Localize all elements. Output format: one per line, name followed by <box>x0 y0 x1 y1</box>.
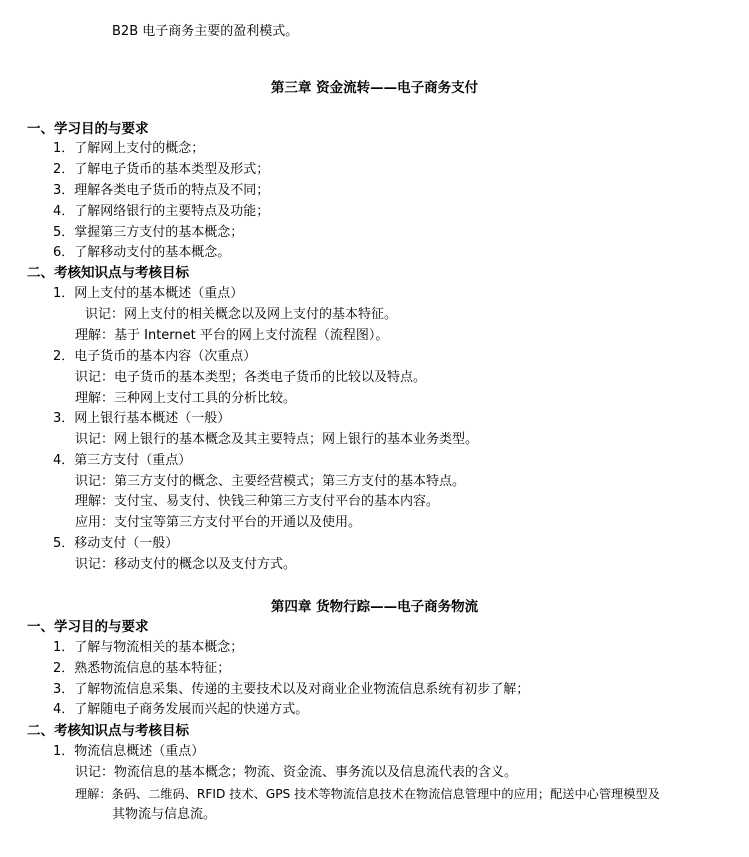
ch3-topic-1-title: 1．网上支付的基本概述（重点） <box>53 286 244 301</box>
ch3-topic-5-title: 5．移动支付（一般） <box>53 536 179 551</box>
ch4-topic-1-line-1: 识记：物流信息的基本概念；物流、资金流、事务流以及信息流代表的含义。 <box>75 765 518 780</box>
ch4-objective-3: 3．了解物流信息采集、传递的主要技术以及对商业企业物流信息系统有初步了解； <box>53 682 530 697</box>
ch3-topic-1-line-1: 识记：网上支付的相关概念以及网上支付的基本特征。 <box>85 307 398 322</box>
chapter4-section2-heading: 二、考核知识点与考核目标 <box>27 723 189 739</box>
ch3-topic-2-line-1: 识记：电子货币的基本类型；各类电子货币的比较以及特点。 <box>75 370 427 385</box>
chapter3-title: 第三章 资金流转——电子商务支付 <box>270 80 479 96</box>
chapter4-section1-heading: 一、学习目的与要求 <box>27 619 149 635</box>
intro-line: B2B 电子商务主要的盈利模式。 <box>112 24 299 39</box>
ch3-objective-2: 2．了解电子货币的基本类型及形式； <box>53 162 270 177</box>
ch3-objective-3: 3．理解各类电子货币的特点及不同； <box>53 183 270 198</box>
ch4-topic-1-line-2: 理解：条码、二维码、RFID 技术、GPS 技术等物流信息技术在物流信息管理中的应用；配送中心管理模型及 <box>75 787 660 801</box>
ch4-topic-1-title: 1．物流信息概述（重点） <box>53 744 205 759</box>
ch3-topic-4-line-2: 理解：支付宝、易支付、快钱三种第三方支付平台的基本内容。 <box>75 494 440 509</box>
ch4-objective-2: 2．熟悉物流信息的基本特征； <box>53 661 231 676</box>
ch3-topic-3-line-1: 识记：网上银行的基本概念及其主要特点；网上银行的基本业务类型。 <box>75 432 479 447</box>
ch3-objective-6: 6．了解移动支付的基本概念。 <box>53 245 231 260</box>
ch3-objective-5: 5．掌握第三方支付的基本概念； <box>53 225 244 240</box>
chapter3-section1-heading: 一、学习目的与要求 <box>27 121 149 137</box>
ch3-topic-4-title: 4．第三方支付（重点） <box>53 453 192 468</box>
ch3-topic-1-line-2: 理解：基于 Internet 平台的网上支付流程（流程图）。 <box>75 328 389 343</box>
ch4-topic-1-line-3: 其物流与信息流。 <box>112 807 217 822</box>
ch3-topic-2-title: 2．电子货币的基本内容（次重点） <box>53 349 257 364</box>
chapter3-section2-heading: 二、考核知识点与考核目标 <box>27 265 189 281</box>
ch4-objective-1: 1．了解与物流相关的基本概念； <box>53 640 244 655</box>
ch3-topic-2-line-2: 理解：三种网上支付工具的分析比较。 <box>75 391 297 406</box>
ch4-objective-4: 4．了解随电子商务发展而兴起的快递方式。 <box>53 702 309 717</box>
ch3-topic-5-line-1: 识记：移动支付的概念以及支付方式。 <box>75 557 297 572</box>
chapter4-title: 第四章 货物行踪——电子商务物流 <box>270 599 479 615</box>
ch3-topic-3-title: 3．网上银行基本概述（一般） <box>53 411 231 426</box>
ch3-objective-4: 4．了解网络银行的主要特点及功能； <box>53 204 270 219</box>
ch3-topic-4-line-3: 应用：支付宝等第三方支付平台的开通以及使用。 <box>75 515 362 530</box>
ch3-topic-4-line-1: 识记：第三方支付的概念、主要经营模式；第三方支付的基本特点。 <box>75 474 466 489</box>
ch3-objective-1: 1．了解网上支付的概念； <box>53 141 205 156</box>
